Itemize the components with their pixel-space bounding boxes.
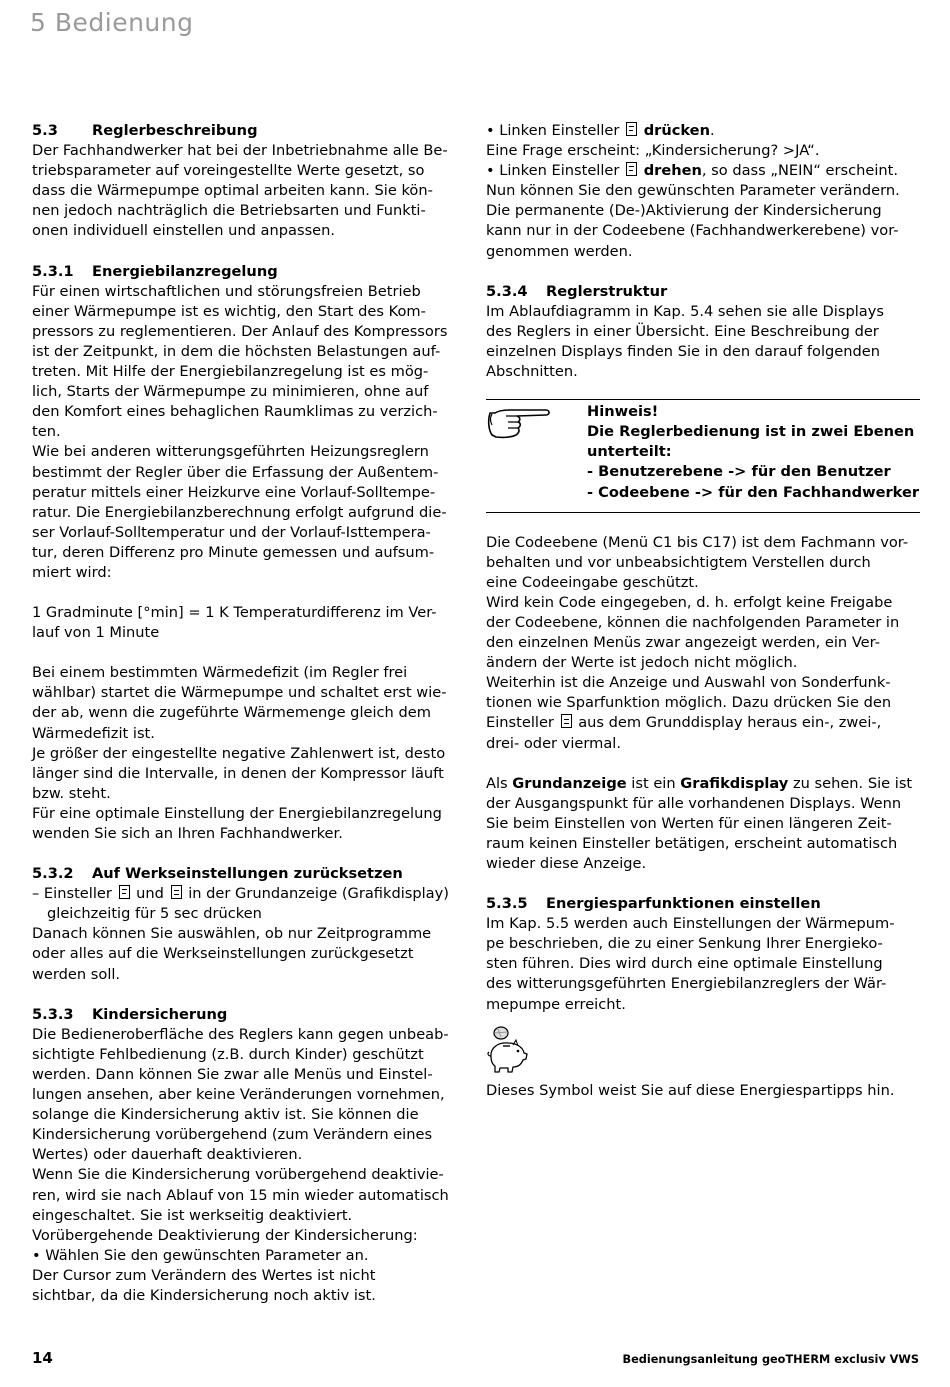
dash-text: und (136, 885, 164, 903)
text-line: Nun können Sie den gewünschten Parameter verändern. (486, 182, 900, 200)
text-line: Weiterhin ist die Anzeige und Auswahl von Sonderfunk- (486, 674, 891, 692)
text-line: Im Kap. 5.5 werden auch Einstellungen der Wärmepum- (486, 915, 895, 933)
text-line: ser Vorlauf-Solltemperatur und der Vorlauf-Isttempera- (32, 523, 431, 541)
text-line: Für eine optimale Einstellung der Energiebilanzregelung (32, 804, 442, 822)
section-number: 5.3.3 (32, 1005, 74, 1023)
section-heading-5-3-1 (32, 262, 472, 282)
text-line: wieder diese Anzeige. (486, 855, 647, 872)
bullet-text: . (709, 122, 715, 139)
footer-title: Bedienungsanleitung geoTHERM exclusiv VWS (622, 1353, 919, 1366)
section-title: Auf Werkseinstellungen zurücksetzen (92, 865, 403, 883)
left-knob-icon (119, 885, 130, 899)
right-knob-icon (561, 714, 572, 728)
text-line: nen jedoch nachträglich die Betriebsarten und Funkti- (32, 202, 426, 220)
text-line: ren, wird sie nach Ablauf von 15 min wieder automatisch (32, 1186, 449, 1204)
pointing-hand-icon (486, 405, 552, 439)
text-line: Die Codeebene (Menü C1 bis C17) ist dem Fachmann vor- (486, 533, 909, 551)
section-title: Energiesparfunktionen einstellen (546, 895, 821, 913)
inline-bold: Grafikdisplay (680, 774, 789, 792)
text-line: triebsparameter auf voreingestellte Werte gesetzt, so (32, 162, 425, 180)
text-line: wenden Sie sich an Ihren Fachhandwerker. (32, 825, 343, 842)
bullet-bold: drücken (643, 122, 710, 139)
inline-text: zu sehen. Sie ist (788, 774, 913, 792)
bullet-text: , so dass „NEIN“ erscheint. (701, 162, 899, 180)
text-line: werden soll. (32, 965, 121, 983)
text-line: peratur mittels einer Heizkurve eine Vorlauf-Solltempe- (32, 483, 436, 501)
bullet-item (486, 161, 920, 181)
bullet-bold: drehen (643, 162, 702, 180)
hint-line: unterteilt: (587, 443, 672, 461)
inline-text: ist ein (626, 774, 681, 792)
text-line: ist der Zeitpunkt, in dem die höchsten Belastungen auf- (32, 342, 441, 360)
dash-item-cont: gleichzeitig für 5 sec drücken (47, 905, 262, 923)
text-line: Der Fachhandwerker hat bei der Inbetriebnahme alle Be- (32, 142, 448, 160)
text-line: sichtbar, da die Kindersicherung noch aktiv ist. (32, 1286, 376, 1304)
right-column (486, 121, 920, 1101)
text-line: des witterungsgeführten Energiebilanzreglers der Wär- (486, 975, 887, 993)
text-line: eingeschaltet. Sie ist werkseitig deaktiviert. (32, 1206, 353, 1224)
page-number: 14 (32, 1349, 53, 1367)
text-line: tionen wie Sparfunktion möglich. Dazu drücken Sie den (486, 694, 892, 712)
section-title: Reglerstruktur (546, 282, 668, 300)
section-heading-5-3-4 (486, 282, 920, 302)
section-heading-5-3 (32, 121, 472, 141)
text-line: pe beschrieben, die zu einer Senkung Ihrer Energieko- (486, 935, 883, 953)
text-line: Sie beim Einstellen von Werten für einen längeren Zeit- (486, 814, 892, 832)
text-line: Vorübergehende Deaktivierung der Kindersicherung: (32, 1226, 418, 1244)
text-line: der Ausgangspunkt für alle vorhandenen Displays. Wenn (486, 794, 902, 812)
bullet-text: • Linken Einsteller (486, 122, 620, 139)
text-line: lungen ansehen, aber keine Veränderungen vornehmen, (32, 1086, 445, 1104)
text-line: eine Codeeingabe geschützt. (486, 573, 699, 591)
text-line: des Reglers in einer Übersicht. Eine Beschreibung der (486, 322, 879, 340)
text-line: • Wählen Sie den gewünschten Parameter an. (32, 1246, 369, 1264)
text-line: tur, deren Differenz pro Minute gemessen und aufsum- (32, 543, 435, 561)
hint-line: Die Reglerbedienung ist in zwei Ebenen (587, 423, 915, 441)
inline-text: Als (486, 774, 513, 792)
section-title: Energiebilanzregelung (92, 262, 278, 280)
text-line: Wenn Sie die Kindersicherung vorübergehend deaktivie- (32, 1166, 444, 1184)
left-knob-icon (626, 162, 637, 176)
dash-text: – Einsteller (32, 885, 112, 903)
hint-title: Hinweis! (587, 403, 659, 421)
text-line: Bei einem bestimmten Wärmedefizit (im Regler frei (32, 664, 408, 682)
bullet-text: • Linken Einsteller (486, 162, 620, 180)
text-line: Eine Frage erscheint: „Kindersicherung? >JA“. (486, 142, 820, 160)
text-line: der ab, wenn die zugeführte Wärmemenge gleich dem (32, 704, 431, 722)
section-number: 5.3 (32, 122, 58, 139)
energy-tip-text: Dieses Symbol weist Sie auf diese Energiespartipps hin. (486, 1081, 895, 1099)
text-line: Wärmedefizit ist. (32, 724, 155, 742)
text-line: einer Wärmepumpe ist es wichtig, den Start des Kom- (32, 302, 426, 320)
text-line: solange die Kindersicherung aktiv ist. Sie können die (32, 1106, 419, 1124)
section-number: 5.3.4 (486, 282, 528, 300)
text-line: Im Ablaufdiagramm in Kap. 5.4 sehen sie alle Displays (486, 302, 884, 320)
text-line: Danach können Sie auswählen, ob nur Zeitprogramme (32, 925, 432, 943)
dash-item (32, 884, 472, 904)
text-line: raum keinen Einsteller betätigen, erscheint automatisch (486, 834, 898, 852)
text-line: onen individuell einstellen und anpassen. (32, 222, 336, 240)
text-line: genommen werden. (486, 242, 633, 260)
formula-line: lauf von 1 Minute (32, 624, 160, 642)
text-line: ändern der Werte ist jedoch nicht möglich. (486, 654, 798, 672)
text-line: Kindersicherung vorübergehend (zum Verändern eines (32, 1126, 433, 1144)
text-line: mepumpe erreicht. (486, 995, 626, 1013)
hint-line: - Codeebene -> für den Fachhandwerker (587, 483, 920, 501)
text-line: Wertes) oder dauerhaft deaktivieren. (32, 1146, 303, 1164)
text-line: Die permanente (De-)Aktivierung der Kindersicherung (486, 202, 882, 220)
text-line: treten. Mit Hilfe der Energiebilanzregelung ist es mög- (32, 363, 429, 381)
text-line: oder alles auf die Werkseinstellungen zurückgesetzt (32, 945, 414, 963)
section-number: 5.3.2 (32, 865, 74, 883)
text-line: sten führen. Dies wird durch eine optimale Einstellung (486, 955, 883, 973)
text-line: Abschnitten. (486, 363, 578, 381)
text-line: drei- oder viermal. (486, 734, 621, 752)
formula-line: 1 Gradminute [°min] = 1 K Temperaturdifferenz im Ver- (32, 604, 437, 622)
text-line: einzelnen Displays finden Sie in den darauf folgenden (486, 342, 880, 360)
piggy-bank-icon (486, 1023, 920, 1079)
text-line (486, 713, 920, 733)
inline-text: Einsteller (486, 714, 554, 732)
text-line: werden. Dann können Sie zwar alle Menüs und Einstel- (32, 1065, 433, 1083)
hint-line: - Benutzerebene -> für den Benutzer (587, 463, 891, 481)
hint-box (486, 399, 920, 512)
text-line: länger sind die Intervalle, in denen der Kompressor läuft (32, 764, 444, 782)
text-line: Wie bei anderen witterungsgeführten Heizungsreglern (32, 443, 429, 461)
text-line: behalten und vor unbeabsichtigtem Verstellen durch (486, 553, 871, 571)
text-line: ten. (32, 423, 61, 441)
text-line: Der Cursor zum Verändern des Wertes ist nicht (32, 1266, 376, 1284)
inline-text: aus dem Grunddisplay heraus ein-, zwei-, (578, 714, 882, 732)
text-line: Die Bedieneroberfläche des Reglers kann gegen unbeab- (32, 1025, 449, 1043)
text-line (486, 774, 920, 794)
section-number: 5.3.1 (32, 262, 74, 280)
text-line: lich, Starts der Wärmepumpe zu minimieren, ohne auf (32, 383, 429, 401)
left-column (32, 121, 472, 1306)
inline-bold: Grundanzeige (512, 774, 627, 792)
text-line: kann nur in der Codeebene (Fachhandwerkerebene) vor- (486, 222, 899, 240)
text-line: den einzelnen Menüs zwar angezeigt werden, ein Ver- (486, 634, 880, 652)
section-heading-5-3-2 (32, 864, 472, 884)
text-line: Für einen wirtschaftlichen und störungsfreien Betrieb (32, 282, 421, 300)
section-heading-5-3-5 (486, 894, 920, 914)
text-line: der Codeebene, können die nachfolgenden Parameter in (486, 613, 900, 631)
left-knob-icon (626, 122, 637, 136)
bullet-item (486, 121, 920, 141)
text-line: wählbar) startet die Wärmepumpe und schaltet erst wie- (32, 684, 447, 702)
text-line: Wird kein Code eingegeben, d. h. erfolgt keine Freigabe (486, 593, 893, 611)
text-line: den Komfort eines behaglichen Raumklimas zu verzich- (32, 403, 438, 421)
section-heading-5-3-3 (32, 1005, 472, 1025)
section-number: 5.3.5 (486, 895, 528, 913)
dash-text: in der Grundanzeige (Grafikdisplay) (188, 885, 449, 903)
text-line: pressors zu reglementieren. Der Anlauf des Kompressors (32, 322, 448, 340)
text-line: ratur. Die Energiebilanzberechnung erfolgt aufgrund die- (32, 503, 447, 521)
right-knob-icon (171, 885, 182, 899)
chapter-heading: 5 Bedienung (30, 8, 194, 37)
text-line: bzw. steht. (32, 784, 111, 802)
text-line: dass die Wärmepumpe optimal arbeiten kann. Sie kön- (32, 182, 433, 200)
section-title: Kindersicherung (92, 1005, 228, 1023)
text-line: miert wird: (32, 563, 112, 581)
text-line: sichtigte Fehlbedienung (z.B. durch Kinder) geschützt (32, 1045, 424, 1063)
text-line: bestimmt der Regler über die Erfassung der Außentem- (32, 463, 439, 481)
section-title: Reglerbeschreibung (92, 122, 258, 139)
text-line: Je größer der eingestellte negative Zahlenwert ist, desto (32, 744, 446, 762)
